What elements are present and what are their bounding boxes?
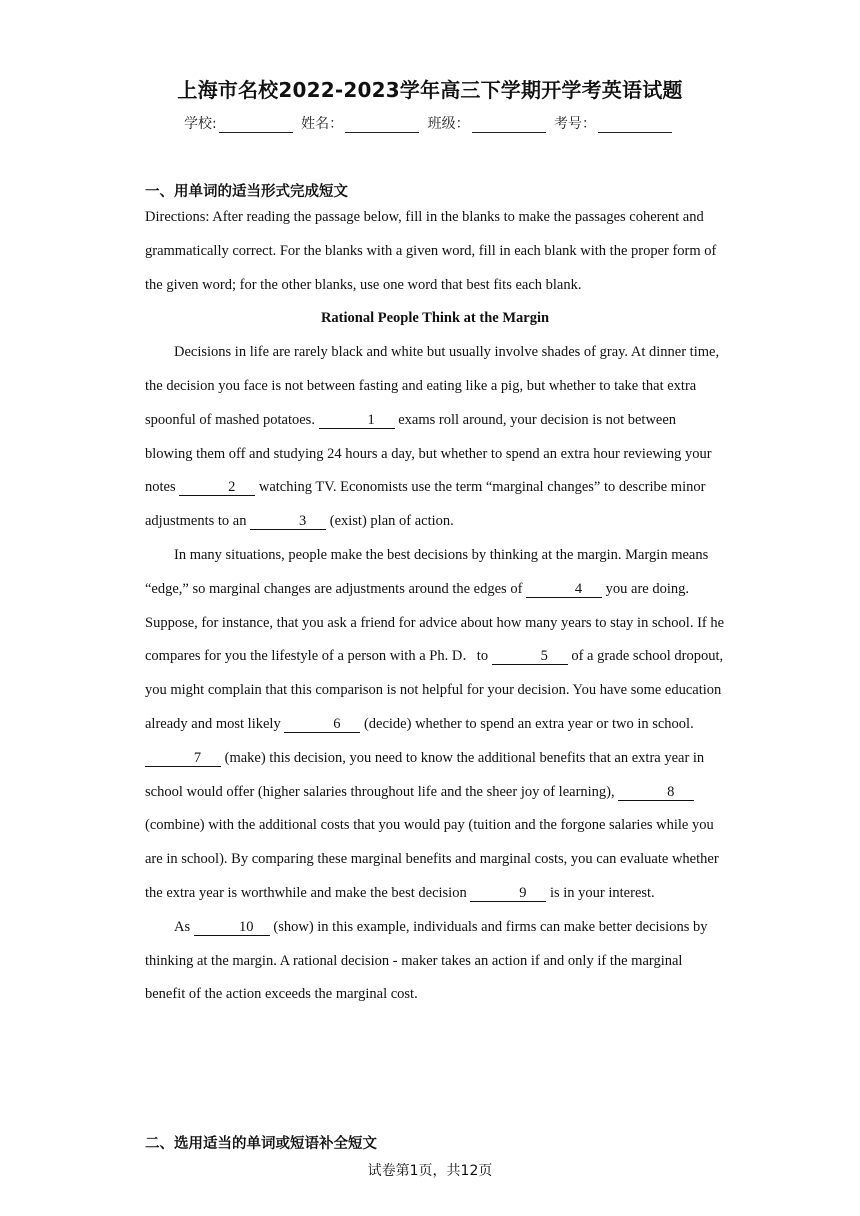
paragraph-2: In many situations, people make the best decisions by thinking at the margin. Margin means “edge,” so marginal changes are adjustments around the edges of 4 you are doing. Suppose, for instance, that you ask a friend for advice about how many years to stay in school. If he compares for you the lifestyle of a person with a Ph. D．to 5 of a grade school dropout, you might complain that this comparison is not helpful for your decision. You have some education already and most likely 6 (decide) whether to spend an extra year or two in school. 7 (make) this decision, you need to know the additional benefits that an extra year in school would offer (higher salaries throughout life and the sheer joy of learning), 8 (combine) with the additional costs that you would pay (tuition and the forgone salaries while you are in school). By comparing these marginal benefits and marginal costs, you can evaluate whether the extra year is worthwhile and make the best decision 9 is in your interest.	[145, 546, 725, 901]
blank-8: 8	[618, 784, 694, 801]
passage-title: Rational People Think at the Margin	[320, 310, 550, 327]
blank-3: 3	[250, 513, 326, 530]
blank-1: 1	[319, 412, 395, 429]
page-footer: 试卷第1页，共12页	[367, 1163, 493, 1179]
paragraph-3: As 10 (show) in this example, individuals and firms can make better decisions by thinking at the margin. A rational decision - maker takes an action if and only if the marginal benefit of the action exceeds the marginal cost.	[145, 918, 708, 1003]
exam-number-label: 考号：	[554, 116, 597, 132]
blank-4: 4	[526, 581, 602, 598]
name-label: 姓名：	[301, 116, 344, 132]
exam-number-blank	[598, 118, 672, 133]
school-blank	[219, 118, 293, 133]
class-blank	[472, 118, 546, 133]
school-label: 学校:	[183, 116, 217, 132]
paragraph-1: Decisions in life are rarely black and white but usually involve shades of gray. At dinner time, the decision you face is not between fasting and eating like a pig, but whether to take that extra spoonful of mashed potatoes. 1 exams roll around, your decision is not between blowing them off and studying 24 hours a day, but whether to spend an extra hour reviewing your notes 2 watching TV. Economists use the term “marginal changes” to describe minor adjustments to an 3 (exist) plan of action.	[145, 344, 720, 530]
blank-2: 2	[179, 479, 255, 496]
class-label: 班级：	[427, 116, 470, 132]
name-blank	[345, 118, 419, 133]
blank-7: 7	[145, 750, 221, 767]
student-info-line	[0, 113, 860, 133]
blank-10: 10	[194, 919, 270, 936]
exam-title: 上海市名校2022-2023学年高三下学期开学考英语试题	[177, 78, 683, 102]
blank-5: 5	[492, 648, 568, 665]
section-1-body	[145, 201, 725, 1012]
section-1-heading: 一、用单词的适当形式完成短文	[145, 184, 348, 200]
section-2-heading: 二、选用适当的单词或短语补全短文	[145, 1136, 377, 1152]
blank-6: 6	[284, 716, 360, 733]
directions: Directions: After reading the passage below, fill in the blanks to make the passages coherent and grammatically correct. For the blanks with a given word, fill in each blank with the proper form of the given word; for the other blanks, use one word that best fits each blank.	[145, 209, 717, 293]
blank-9: 9	[470, 885, 546, 902]
